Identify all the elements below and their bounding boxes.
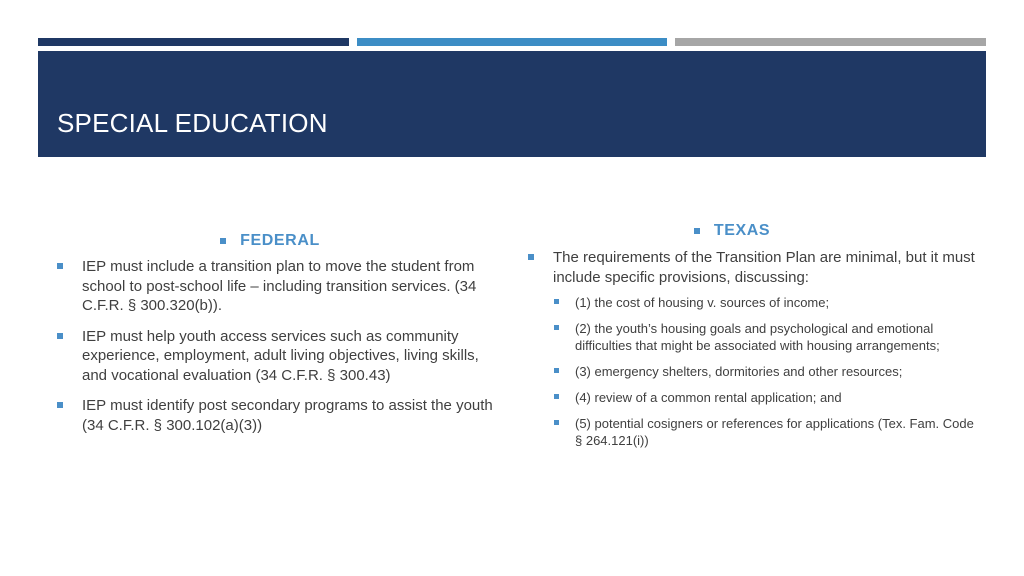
texas-provision-text: (1) the cost of housing v. sources of income; <box>575 295 830 310</box>
federal-heading-row <box>57 232 497 250</box>
federal-item-text: IEP must include a transition plan to move the student from school to post-school life – including transition services. (34 C.F.R. § 300.320(b)). <box>82 258 477 314</box>
accent-stripe-blue <box>357 38 667 46</box>
texas-provision-item <box>554 320 976 354</box>
texas-provision-text: (5) potential cosigners or references for applications (Tex. Fam. Code § 264.121(i)) <box>575 416 974 448</box>
federal-item-text: IEP must identify post secondary programs to assist the youth (34 C.F.R. § 300.102(a)(3)) <box>82 397 493 434</box>
square-bullet-icon <box>57 402 63 408</box>
square-bullet-icon <box>554 420 559 425</box>
federal-item <box>57 257 497 316</box>
square-bullet-icon <box>528 254 534 260</box>
texas-provision-item <box>554 389 976 406</box>
square-bullet-icon <box>57 333 63 339</box>
square-bullet-icon <box>220 238 226 244</box>
texas-heading: TEXAS <box>713 222 771 239</box>
federal-item-text: IEP must help youth access services such as community experience, employment, adult living objectives, living skills, and vocational evaluation (34 C.F.R. § 300.43) <box>82 327 479 384</box>
square-bullet-icon <box>554 325 559 330</box>
federal-item <box>57 327 497 386</box>
texas-heading-row <box>528 222 976 240</box>
slide-title: SPECIAL EDUCATION <box>57 108 328 138</box>
accent-stripe-gray <box>675 38 986 46</box>
square-bullet-icon <box>554 394 559 399</box>
texas-provision-item <box>554 294 976 311</box>
texas-provision-text: (4) review of a common rental application; and <box>575 390 842 405</box>
federal-heading: FEDERAL <box>240 232 320 249</box>
texas-provisions-list <box>528 294 976 449</box>
texas-provision-text: (3) emergency shelters, dormitories and other resources; <box>575 364 903 379</box>
square-bullet-icon <box>554 368 559 373</box>
accent-stripe-dark <box>38 38 349 46</box>
federal-item <box>57 396 497 435</box>
texas-provision-item <box>554 363 976 380</box>
title-band <box>38 51 986 157</box>
square-bullet-icon <box>57 263 63 269</box>
texas-column <box>528 222 976 458</box>
texas-intro-item <box>528 248 976 287</box>
texas-intro-text: The requirements of the Transition Plan are minimal, but it must include specific provisions, discussing: <box>553 249 975 286</box>
square-bullet-icon <box>694 228 700 234</box>
square-bullet-icon <box>554 299 559 304</box>
texas-provision-item <box>554 415 976 449</box>
federal-column <box>57 232 497 446</box>
texas-provision-text: (2) the youth’s housing goals and psychological and emotional difficulties that might be associated with housing arrangements; <box>575 321 940 353</box>
